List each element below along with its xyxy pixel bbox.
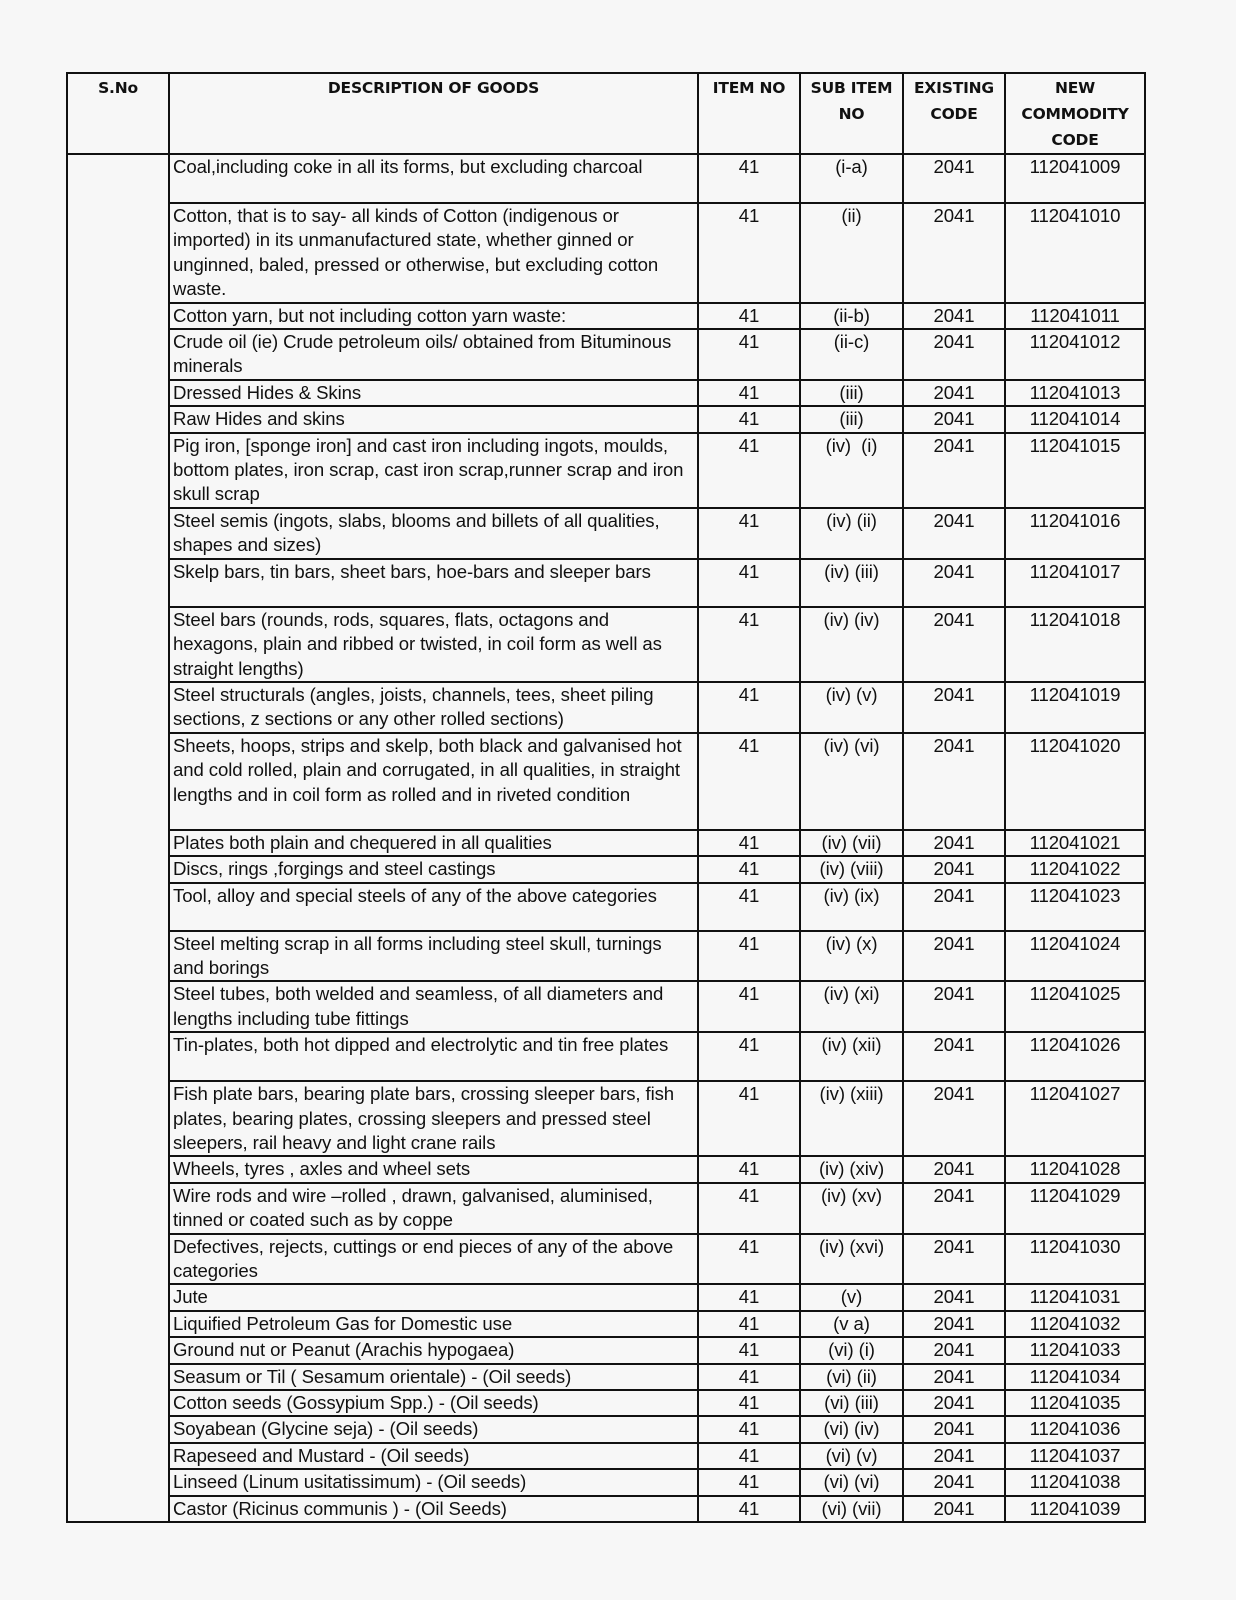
- table-row: [67, 406, 1145, 432]
- description-cell: Skelp bars, tin bars, sheet bars, hoe-bars and sleeper bars: [169, 559, 698, 607]
- description-cell: Plates both plain and chequered in all qualities: [169, 830, 698, 856]
- description-cell: Liquified Petroleum Gas for Domestic use: [169, 1311, 698, 1337]
- sno-cell: [67, 154, 169, 1522]
- table-row: [67, 508, 1145, 559]
- item-no-cell: 41: [698, 1284, 800, 1310]
- item-no-cell: 41: [698, 1156, 800, 1182]
- new-commodity-code-cell: 112041027: [1005, 1081, 1145, 1156]
- sub-item-no-cell: (iv) (iii): [800, 559, 903, 607]
- description-cell: Steel tubes, both welded and seamless, of all diameters and lengths including tube fittings: [169, 981, 698, 1032]
- item-no-cell: 41: [698, 1032, 800, 1081]
- existing-code-cell: 2041: [903, 508, 1005, 559]
- item-no-cell: 41: [698, 303, 800, 329]
- new-commodity-code-cell: 112041011: [1005, 303, 1145, 329]
- commodity-code-table: [66, 72, 1146, 1523]
- description-cell: Cotton, that is to say- all kinds of Cotton (indigenous or imported) in its unmanufactured state, whether ginned or unginned, baled, pressed or otherwise, but excluding cotton waste.: [169, 203, 698, 303]
- table-row: [67, 1156, 1145, 1182]
- existing-code-cell: 2041: [903, 1364, 1005, 1390]
- new-commodity-code-cell: 112041023: [1005, 883, 1145, 931]
- existing-code-cell: 2041: [903, 154, 1005, 203]
- new-commodity-code-cell: 112041039: [1005, 1496, 1145, 1522]
- table-row: [67, 682, 1145, 733]
- existing-code-cell: 2041: [903, 1156, 1005, 1182]
- description-cell: Defectives, rejects, cuttings or end pieces of any of the above categories: [169, 1234, 698, 1285]
- item-no-cell: 41: [698, 329, 800, 380]
- header-item-no: ITEM NO: [698, 73, 800, 154]
- existing-code-cell: 2041: [903, 406, 1005, 432]
- item-no-cell: 41: [698, 1311, 800, 1337]
- description-cell: Ground nut or Peanut (Arachis hypogaea): [169, 1337, 698, 1363]
- table-row: [67, 733, 1145, 830]
- existing-code-cell: 2041: [903, 1081, 1005, 1156]
- description-cell: Cotton seeds (Gossypium Spp.) - (Oil seeds): [169, 1390, 698, 1416]
- item-no-cell: 41: [698, 154, 800, 203]
- existing-code-cell: 2041: [903, 856, 1005, 882]
- new-commodity-code-cell: 112041017: [1005, 559, 1145, 607]
- new-commodity-code-cell: 112041014: [1005, 406, 1145, 432]
- description-cell: Pig iron, [sponge iron] and cast iron including ingots, moulds, bottom plates, iron scrap, cast iron scrap,runner scrap and iron skull scrap: [169, 433, 698, 508]
- new-commodity-code-cell: 112041025: [1005, 981, 1145, 1032]
- table-row: [67, 931, 1145, 982]
- existing-code-cell: 2041: [903, 303, 1005, 329]
- item-no-cell: 41: [698, 883, 800, 931]
- sub-item-no-cell: (iv) (vii): [800, 830, 903, 856]
- new-commodity-code-cell: 112041032: [1005, 1311, 1145, 1337]
- description-cell: Linseed (Linum usitatissimum) - (Oil seeds): [169, 1469, 698, 1495]
- description-cell: Crude oil (ie) Crude petroleum oils/ obtained from Bituminous minerals: [169, 329, 698, 380]
- table-row: [67, 433, 1145, 508]
- table-row: [67, 559, 1145, 607]
- new-commodity-code-cell: 112041035: [1005, 1390, 1145, 1416]
- table-row: [67, 830, 1145, 856]
- new-commodity-code-cell: 112041037: [1005, 1443, 1145, 1469]
- description-cell: Jute: [169, 1284, 698, 1310]
- sub-item-no-cell: (iii): [800, 380, 903, 406]
- sub-item-no-cell: (iv) (xv): [800, 1183, 903, 1234]
- sub-item-no-cell: (v a): [800, 1311, 903, 1337]
- new-commodity-code-cell: 112041012: [1005, 329, 1145, 380]
- existing-code-cell: 2041: [903, 1337, 1005, 1363]
- sub-item-no-cell: (vi) (ii): [800, 1364, 903, 1390]
- item-no-cell: 41: [698, 830, 800, 856]
- item-no-cell: 41: [698, 433, 800, 508]
- sub-item-no-cell: (iv) (xvi): [800, 1234, 903, 1285]
- sub-item-no-cell: (iv) (xiv): [800, 1156, 903, 1182]
- new-commodity-code-cell: 112041029: [1005, 1183, 1145, 1234]
- sub-item-no-cell: (i-a): [800, 154, 903, 203]
- sub-item-no-cell: (iii): [800, 406, 903, 432]
- new-commodity-code-cell: 112041038: [1005, 1469, 1145, 1495]
- existing-code-cell: 2041: [903, 830, 1005, 856]
- header-existing-code: EXISTING CODE: [903, 73, 1005, 154]
- sub-item-no-cell: (vi) (vi): [800, 1469, 903, 1495]
- item-no-cell: 41: [698, 981, 800, 1032]
- description-cell: Castor (Ricinus communis ) - (Oil Seeds): [169, 1496, 698, 1522]
- description-cell: Dressed Hides & Skins: [169, 380, 698, 406]
- sub-item-no-cell: (vi) (i): [800, 1337, 903, 1363]
- table-row: [67, 1443, 1145, 1469]
- existing-code-cell: 2041: [903, 1443, 1005, 1469]
- existing-code-cell: 2041: [903, 981, 1005, 1032]
- table-row: [67, 1364, 1145, 1390]
- existing-code-cell: 2041: [903, 559, 1005, 607]
- table-row: [67, 1496, 1145, 1522]
- new-commodity-code-cell: 112041018: [1005, 607, 1145, 682]
- sub-item-no-cell: (v): [800, 1284, 903, 1310]
- description-cell: Tin-plates, both hot dipped and electrolytic and tin free plates: [169, 1032, 698, 1081]
- description-cell: Wheels, tyres , axles and wheel sets: [169, 1156, 698, 1182]
- table-row: [67, 1284, 1145, 1310]
- new-commodity-code-cell: 112041024: [1005, 931, 1145, 982]
- existing-code-cell: 2041: [903, 607, 1005, 682]
- table-row: [67, 303, 1145, 329]
- existing-code-cell: 2041: [903, 682, 1005, 733]
- new-commodity-code-cell: 112041033: [1005, 1337, 1145, 1363]
- existing-code-cell: 2041: [903, 733, 1005, 830]
- item-no-cell: 41: [698, 856, 800, 882]
- item-no-cell: 41: [698, 1081, 800, 1156]
- sub-item-no-cell: (iv) (xii): [800, 1032, 903, 1081]
- item-no-cell: 41: [698, 1337, 800, 1363]
- table-row: [67, 1032, 1145, 1081]
- sub-item-no-cell: (iv) (iv): [800, 607, 903, 682]
- table-row: [67, 1234, 1145, 1285]
- description-cell: Rapeseed and Mustard - (Oil seeds): [169, 1443, 698, 1469]
- table-row: [67, 329, 1145, 380]
- existing-code-cell: 2041: [903, 203, 1005, 303]
- description-cell: Steel structurals (angles, joists, channels, tees, sheet piling sections, z sections or any other rolled sections): [169, 682, 698, 733]
- item-no-cell: 41: [698, 1416, 800, 1442]
- item-no-cell: 41: [698, 1469, 800, 1495]
- table-row: [67, 1469, 1145, 1495]
- description-cell: Soyabean (Glycine seja) - (Oil seeds): [169, 1416, 698, 1442]
- sub-item-no-cell: (vi) (iv): [800, 1416, 903, 1442]
- description-cell: Fish plate bars, bearing plate bars, crossing sleeper bars, fish plates, bearing plates, crossing sleepers and pressed steel sleepers, rail heavy and light crane rails: [169, 1081, 698, 1156]
- item-no-cell: 41: [698, 733, 800, 830]
- table-row: [67, 1183, 1145, 1234]
- table-header-row: [67, 73, 1145, 154]
- description-cell: Sheets, hoops, strips and skelp, both black and galvanised hot and cold rolled, plain and corrugated, in all qualities, in straight lengths and in coil form as rolled and in riveted condition: [169, 733, 698, 830]
- new-commodity-code-cell: 112041020: [1005, 733, 1145, 830]
- existing-code-cell: 2041: [903, 1311, 1005, 1337]
- sub-item-no-cell: (iv) (vi): [800, 733, 903, 830]
- existing-code-cell: 2041: [903, 1496, 1005, 1522]
- existing-code-cell: 2041: [903, 1284, 1005, 1310]
- new-commodity-code-cell: 112041028: [1005, 1156, 1145, 1182]
- table-row: [67, 607, 1145, 682]
- sub-item-no-cell: (ii-b): [800, 303, 903, 329]
- item-no-cell: 41: [698, 1183, 800, 1234]
- existing-code-cell: 2041: [903, 931, 1005, 982]
- new-commodity-code-cell: 112041030: [1005, 1234, 1145, 1285]
- sub-item-no-cell: (iv) (ii): [800, 508, 903, 559]
- existing-code-cell: 2041: [903, 1390, 1005, 1416]
- sub-item-no-cell: (iv) (ix): [800, 883, 903, 931]
- new-commodity-code-cell: 112041015: [1005, 433, 1145, 508]
- header-sno: S.No: [67, 73, 169, 154]
- existing-code-cell: 2041: [903, 883, 1005, 931]
- existing-code-cell: 2041: [903, 1469, 1005, 1495]
- table-row: [67, 883, 1145, 931]
- sub-item-no-cell: (ii-c): [800, 329, 903, 380]
- existing-code-cell: 2041: [903, 1416, 1005, 1442]
- table-row: [67, 856, 1145, 882]
- table-row: [67, 1311, 1145, 1337]
- sub-item-no-cell: (vi) (v): [800, 1443, 903, 1469]
- header-new-commodity-code: NEW COMMODITY CODE: [1005, 73, 1145, 154]
- sub-item-no-cell: (iv) (x): [800, 931, 903, 982]
- table-row: [67, 1337, 1145, 1363]
- table-row: [67, 1390, 1145, 1416]
- description-cell: Steel bars (rounds, rods, squares, flats, octagons and hexagons, plain and ribbed or twisted, in coil form as well as straight lengths): [169, 607, 698, 682]
- sub-item-no-cell: (ii): [800, 203, 903, 303]
- header-description: DESCRIPTION OF GOODS: [169, 73, 698, 154]
- description-cell: Tool, alloy and special steels of any of the above categories: [169, 883, 698, 931]
- table-row: [67, 981, 1145, 1032]
- item-no-cell: 41: [698, 406, 800, 432]
- table-row: [67, 380, 1145, 406]
- existing-code-cell: 2041: [903, 1032, 1005, 1081]
- new-commodity-code-cell: 112041036: [1005, 1416, 1145, 1442]
- new-commodity-code-cell: 112041034: [1005, 1364, 1145, 1390]
- sub-item-no-cell: (vi) (iii): [800, 1390, 903, 1416]
- item-no-cell: 41: [698, 1443, 800, 1469]
- item-no-cell: 41: [698, 682, 800, 733]
- existing-code-cell: 2041: [903, 380, 1005, 406]
- new-commodity-code-cell: 112041013: [1005, 380, 1145, 406]
- description-cell: Cotton yarn, but not including cotton yarn waste:: [169, 303, 698, 329]
- description-cell: Discs, rings ,forgings and steel castings: [169, 856, 698, 882]
- description-cell: Coal,including coke in all its forms, but excluding charcoal: [169, 154, 698, 203]
- new-commodity-code-cell: 112041031: [1005, 1284, 1145, 1310]
- existing-code-cell: 2041: [903, 433, 1005, 508]
- description-cell: Wire rods and wire –rolled , drawn, galvanised, aluminised, tinned or coated such as by coppe: [169, 1183, 698, 1234]
- table-row: [67, 1416, 1145, 1442]
- item-no-cell: 41: [698, 508, 800, 559]
- sub-item-no-cell: (iv) (v): [800, 682, 903, 733]
- item-no-cell: 41: [698, 1234, 800, 1285]
- description-cell: Raw Hides and skins: [169, 406, 698, 432]
- table-row: [67, 1081, 1145, 1156]
- new-commodity-code-cell: 112041022: [1005, 856, 1145, 882]
- item-no-cell: 41: [698, 1390, 800, 1416]
- new-commodity-code-cell: 112041026: [1005, 1032, 1145, 1081]
- header-sub-item-no: SUB ITEM NO: [800, 73, 903, 154]
- sub-item-no-cell: (iv) (xiii): [800, 1081, 903, 1156]
- sub-item-no-cell: (iv) (i): [800, 433, 903, 508]
- description-cell: Steel semis (ingots, slabs, blooms and billets of all qualities, shapes and sizes): [169, 508, 698, 559]
- item-no-cell: 41: [698, 1364, 800, 1390]
- existing-code-cell: 2041: [903, 329, 1005, 380]
- new-commodity-code-cell: 112041019: [1005, 682, 1145, 733]
- item-no-cell: 41: [698, 380, 800, 406]
- description-cell: Seasum or Til ( Sesamum orientale) - (Oil seeds): [169, 1364, 698, 1390]
- item-no-cell: 41: [698, 203, 800, 303]
- item-no-cell: 41: [698, 931, 800, 982]
- existing-code-cell: 2041: [903, 1183, 1005, 1234]
- item-no-cell: 41: [698, 559, 800, 607]
- description-cell: Steel melting scrap in all forms including steel skull, turnings and borings: [169, 931, 698, 982]
- sub-item-no-cell: (iv) (xi): [800, 981, 903, 1032]
- table-row: [67, 203, 1145, 303]
- new-commodity-code-cell: 112041010: [1005, 203, 1145, 303]
- table-body: [67, 154, 1145, 1522]
- sub-item-no-cell: (vi) (vii): [800, 1496, 903, 1522]
- item-no-cell: 41: [698, 607, 800, 682]
- table-row: [67, 154, 1145, 203]
- sub-item-no-cell: (iv) (viii): [800, 856, 903, 882]
- existing-code-cell: 2041: [903, 1234, 1005, 1285]
- item-no-cell: 41: [698, 1496, 800, 1522]
- new-commodity-code-cell: 112041021: [1005, 830, 1145, 856]
- new-commodity-code-cell: 112041009: [1005, 154, 1145, 203]
- new-commodity-code-cell: 112041016: [1005, 508, 1145, 559]
